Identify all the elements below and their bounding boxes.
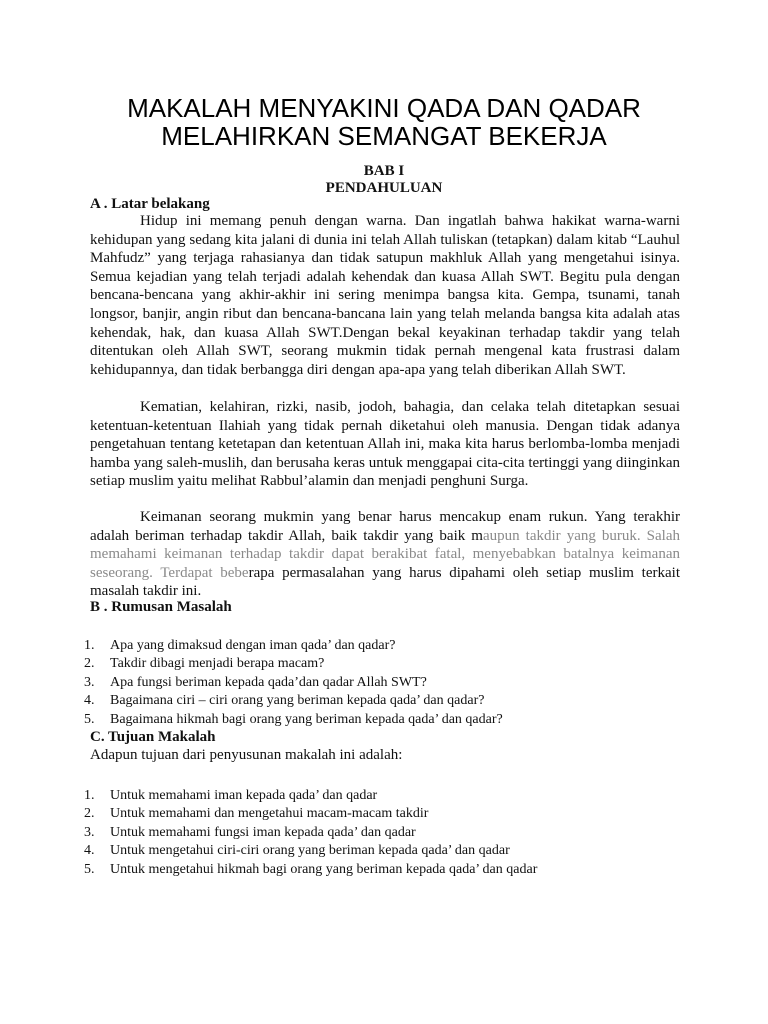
list-item bbox=[84, 824, 684, 842]
list-item-number: 4. bbox=[84, 693, 95, 709]
paragraph-3-text-part-2-highlight: aupun takdir yang buruk. Salah memahami keimanan terhadap takdir dapat berakibat fatal, menyebabkan batalnya keimanan seseorang. Terdapat bebe bbox=[90, 527, 680, 581]
list-item bbox=[84, 861, 684, 879]
section-a-paragraph-3 bbox=[90, 508, 680, 601]
paragraph-3-text-part-1: Keimanan seorang mukmin yang benar harus mencakup enam rukun. Yang terakhir adalah beriman terhadap takdir Allah, baik takdir yang baik m bbox=[90, 509, 680, 544]
list-item-number: 5. bbox=[84, 861, 95, 877]
list-item-number: 3. bbox=[84, 674, 95, 690]
list-item bbox=[84, 655, 684, 673]
list-item bbox=[84, 637, 684, 655]
list-item-number: 2. bbox=[84, 656, 95, 672]
section-b-heading: B . Rumusan Masalah bbox=[90, 599, 232, 615]
section-a-heading: A . Latar belakang bbox=[90, 196, 210, 212]
section-a-paragraph-1: Hidup ini memang penuh dengan warna. Dan ingatlah bahwa hakikat warna-warni kehidupan yang sedang kita jalani di dunia ini telah Allah tuliskan (tetapkan) dalam kitab “Lauhul Mahfudz” yang terjaga rahasianya dan tidak satupun makhluk Allah yang mengetahui isinya. Semua kejadian yang telah terjadi adalah kehendak dan kuasa Allah SWT. Begitu pula dengan bencana-bencana yang akhir-akhir ini sering menimpa bangsa kita. Gempa, tsunami, tanah longsor, banjir, angin ribut dan bencana-bancana lain yang telah melanda bangsa kita adalah atas kehendak, hak, dan kuasa Allah SWT.Dengan bekal keyakinan terhadap takdir yang telah ditentukan oleh Allah SWT, seorang mukmin tidak pernah mengenal kata frustrasi dalam kehidupannya, dan tidak berbangga diri dengan apa-apa yang telah diberikan Allah SWT. bbox=[90, 213, 680, 378]
list-item-text: Bagaimana hikmah bagi orang yang beriman kepada qada’ dan qadar? bbox=[110, 711, 503, 727]
list-item-text: Apa fungsi beriman kepada qada’dan qadar Allah SWT? bbox=[110, 674, 427, 690]
section-a-paragraph-2: Kematian, kelahiran, rizki, nasib, jodoh, bahagia, dan celaka telah ditetapkan sesuai ketentuan-ketentuan Ilahiah yang tidak pernah diketahui oleh manusia. Dengan tidak adanya pengetahuan tentang ketetapan dan ketentuan Allah ini, maka kita harus berlomba-lomba menjadi hamba yang saleh-muslih, dan berusaha keras untuk menggapai cita-cita tertinggi yang diinginkan setiap muslim yaitu melihat Rabbul’alamin dan menjadi penghuni Surga. bbox=[90, 399, 680, 490]
list-item-text: Takdir dibagi menjadi berapa macam? bbox=[110, 656, 325, 672]
list-item-number: 3. bbox=[84, 824, 95, 840]
list-item-number: 5. bbox=[84, 711, 95, 727]
list-item bbox=[84, 711, 684, 729]
section-c-intro: Adapun tujuan dari penyusunan makalah ini adalah: bbox=[90, 747, 403, 763]
chapter-title: PENDAHULUAN bbox=[325, 180, 443, 196]
problem-list bbox=[84, 637, 684, 729]
list-item bbox=[84, 787, 684, 805]
list-item bbox=[84, 805, 684, 823]
list-item-number: 2. bbox=[84, 806, 95, 822]
list-item-number: 1. bbox=[84, 788, 95, 803]
list-item-text: Apa yang dimaksud dengan iman qada’ dan qadar? bbox=[110, 638, 396, 653]
list-item bbox=[84, 692, 684, 710]
list-item bbox=[84, 842, 684, 860]
document-title-line-2: MELAHIRKAN SEMANGAT BEKERJA bbox=[161, 121, 607, 151]
list-item-text: Untuk memahami dan mengetahui macam-macam takdir bbox=[110, 806, 429, 822]
paragraph-3-text-part-3: rapa permasalahan yang harus dipahami oleh setiap muslim terkait masalah takdir ini. bbox=[90, 564, 680, 600]
list-item-text: Untuk mengetahui hikmah bagi orang yang beriman kepada qada’ dan qadar bbox=[110, 861, 538, 877]
list-item-text: Untuk mengetahui ciri-ciri orang yang beriman kepada qada’ dan qadar bbox=[110, 843, 510, 859]
objective-list bbox=[84, 787, 684, 879]
list-item-number: 4. bbox=[84, 843, 95, 859]
document-title-line-1: MAKALAH MENYAKINI QADA DAN QADAR bbox=[127, 93, 641, 123]
list-item-text: Untuk memahami iman kepada qada’ dan qadar bbox=[110, 788, 378, 803]
list-item-number: 1. bbox=[84, 638, 95, 653]
list-item bbox=[84, 674, 684, 692]
list-item-text: Bagaimana ciri – ciri orang yang beriman kepada qada’ dan qadar? bbox=[110, 693, 485, 709]
chapter-label: BAB I bbox=[363, 163, 405, 179]
list-item-text: Untuk memahami fungsi iman kepada qada’ dan qadar bbox=[110, 824, 416, 840]
section-c-heading: C. Tujuan Makalah bbox=[90, 729, 216, 745]
